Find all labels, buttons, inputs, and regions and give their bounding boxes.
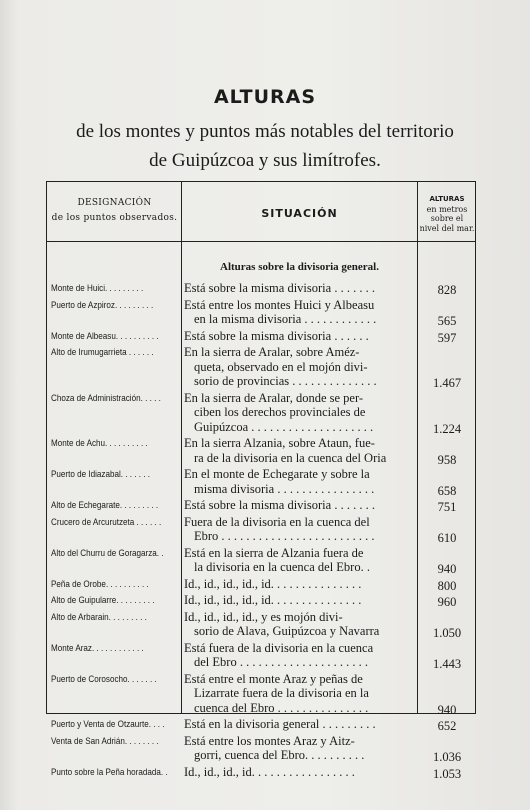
situation-line: Está entre los montes Huici y Albeasu (184, 297, 375, 312)
point-name: Alto del Churru de Goragarza. . (51, 547, 164, 558)
situation-line: sorio de provincias . . . . . . . . . . . . . . (194, 374, 377, 388)
altitude-value: 1.224 (432, 421, 462, 436)
situation-line: Está sobre la misma divisoria . . . . . . . (184, 498, 375, 512)
point-situation (184, 765, 416, 780)
situation-line: Ebro . . . . . . . . . . . . . . . . . . . . . . . . . (194, 529, 375, 543)
point-name: Puerto y Venta de Otzaurte. . . . (51, 719, 165, 729)
altitude-value: 597 (437, 330, 457, 345)
header-designacion-subtitle: de los puntos observados. (51, 213, 178, 223)
header-divider (47, 241, 475, 242)
point-name: Monte de Huici. . . . . . . . . (51, 283, 144, 293)
point-name: Alto de Guipularre. . . . . . . . . (51, 595, 155, 605)
point-situation (184, 641, 416, 670)
situation-line: del Ebro . . . . . . . . . . . . . . . . . . . . . (194, 655, 368, 669)
header-alturas-line: en metros (426, 204, 468, 214)
situation-line: Está entre el monte Araz y peñas de (184, 671, 363, 686)
subtitle-line-1: de los montes y puntos más notables del territorio (76, 121, 454, 142)
situation-line: cuenca del Ebro . . . . . . . . . . . . . . . (194, 700, 369, 715)
situation-line: Está en la divisoria general . . . . . . . . . (184, 717, 376, 731)
situation-line: En la sierra de Aralar, sobre Améz- (184, 345, 360, 359)
situation-line: gorri, cuenca del Ebro. . . . . . . . . . (194, 748, 365, 762)
situation-line: Está sobre la misma divisoria . . . . . . (184, 328, 369, 343)
header-situacion: SITUACIÓN (261, 207, 338, 220)
situation-line: Id., id., id., id., y es mojón divi- (184, 609, 343, 624)
situation-line: queta, observado en el mojón divi- (194, 359, 368, 374)
situation-line: En la sierra Alzania, sobre Ataun, fue- (184, 436, 375, 450)
point-situation (184, 577, 416, 592)
altitude-value: 940 (437, 562, 457, 576)
situation-line: ra de la divisoria en la cuenca del Oria (194, 450, 387, 465)
header-alturas-title: ALTURAS (429, 195, 465, 203)
point-situation (184, 436, 416, 465)
point-name: Puerto de Azpiroz. . . . . . . . . (51, 299, 154, 310)
page-title: ALTURAS (213, 86, 317, 108)
altitude-value: 940 (437, 702, 457, 717)
point-situation (184, 515, 416, 544)
altitude-value: 800 (437, 578, 457, 593)
altitude-value: 960 (437, 595, 457, 609)
altitude-value: 565 (437, 314, 457, 328)
header-alturas (419, 195, 475, 233)
point-situation (184, 610, 416, 639)
altitude-value: 652 (437, 719, 457, 733)
point-situation (184, 672, 416, 716)
situation-line: Está fuera de la divisoria en la cuenca (184, 640, 374, 655)
situation-line: Está sobre la misma divisoria . . . . . . . (184, 281, 375, 295)
situation-line: En la sierra de Aralar, donde se per- (184, 390, 364, 405)
altitude-value: 828 (437, 283, 457, 297)
header-alturas-line: sobre el (430, 214, 464, 223)
point-name: Alto de Echegarate. . . . . . . . . (51, 500, 159, 510)
header-designacion-title: DESIGNACIÓN (77, 198, 152, 208)
situation-line: Guipúzcoa . . . . . . . . . . . . . . . . . . . . (194, 419, 374, 434)
situation-line: la divisoria en la cuenca del Ebro. . (194, 560, 370, 574)
altitude-value: 751 (437, 500, 457, 514)
point-name: Monte de Achu. . . . . . . . . . (51, 438, 148, 448)
altitude-value: 610 (437, 531, 457, 545)
point-name: Alto de Irumugarrieta . . . . . . (51, 347, 154, 357)
situation-line: en la misma divisoria . . . . . . . . . . . . (194, 312, 377, 326)
point-name: Puerto de Idiazabal. . . . . . . (51, 469, 151, 479)
point-situation (184, 593, 416, 608)
point-situation (184, 717, 416, 732)
altitude-value: 1.036 (432, 750, 462, 764)
situation-line: Está en la sierra de Alzania fuera de (184, 545, 364, 560)
situation-line: En el monte de Echegarate y sobre la (184, 467, 370, 481)
point-situation (184, 498, 416, 513)
situation-line: Fuera de la divisoria en la cuenca del (184, 514, 370, 529)
situation-line: Id., id., id., id., id. . . . . . . . . . . . . . . (184, 593, 362, 607)
altitude-value: 958 (437, 452, 457, 467)
situation-line: Id., id., id., id., id. . . . . . . . . . . . . . . (184, 576, 362, 591)
point-situation (184, 281, 416, 296)
situation-line: ciben los derechos provinciales de (194, 405, 366, 419)
point-situation (184, 546, 416, 575)
situation-line: Está entre los montes Araz y Aitz- (184, 733, 355, 748)
altitudes-table (46, 181, 476, 781)
subtitle-line-2: de Guipúzcoa y sus limítrofes. (149, 150, 381, 171)
point-situation (184, 345, 416, 389)
altitude-value: 658 (437, 483, 457, 498)
point-situation (184, 467, 416, 496)
point-situation (184, 329, 416, 344)
point-name: Peña de Orobe. . . . . . . . . . (51, 578, 149, 589)
altitude-value: 1.443 (432, 657, 462, 671)
point-situation (184, 298, 416, 327)
situation-line: Id., id., id., id. . . . . . . . . . . . . . . . . (184, 764, 355, 779)
altitude-value: 1.050 (432, 626, 462, 640)
point-name: Venta de San Adrián. . . . . . . . (51, 735, 159, 746)
point-name: Crucero de Arcurutzeta . . . . . . (51, 516, 162, 527)
point-name: Punto sobre la Peña horadada. . (51, 766, 168, 777)
situation-line: sorio de Alava, Guipúzcoa y Navarra (194, 624, 380, 638)
column-divider (417, 182, 418, 713)
header-designacion (49, 196, 180, 226)
point-name: Monte Araz. . . . . . . . . . . . (51, 642, 144, 653)
point-situation (184, 391, 416, 435)
point-situation (184, 734, 416, 763)
point-name: Puerto de Corosocho. . . . . . . (51, 673, 157, 684)
point-name: Alto de Arbarain. . . . . . . . . (51, 611, 147, 622)
point-name: Monte de Albeasu. . . . . . . . . . (51, 330, 159, 341)
situation-line: Lizarrate fuera de la divisoria en la (194, 686, 369, 700)
header-alturas-line: nivel del mar. (419, 223, 475, 233)
altitude-value: 1.467 (432, 376, 462, 390)
point-name: Choza de Administración. . . . . (51, 392, 161, 403)
section-title: Alturas sobre la divisoria general. (220, 261, 379, 273)
altitude-value: 1.053 (432, 766, 462, 781)
situation-line: misma divisoria . . . . . . . . . . . . . . . . (194, 481, 375, 496)
